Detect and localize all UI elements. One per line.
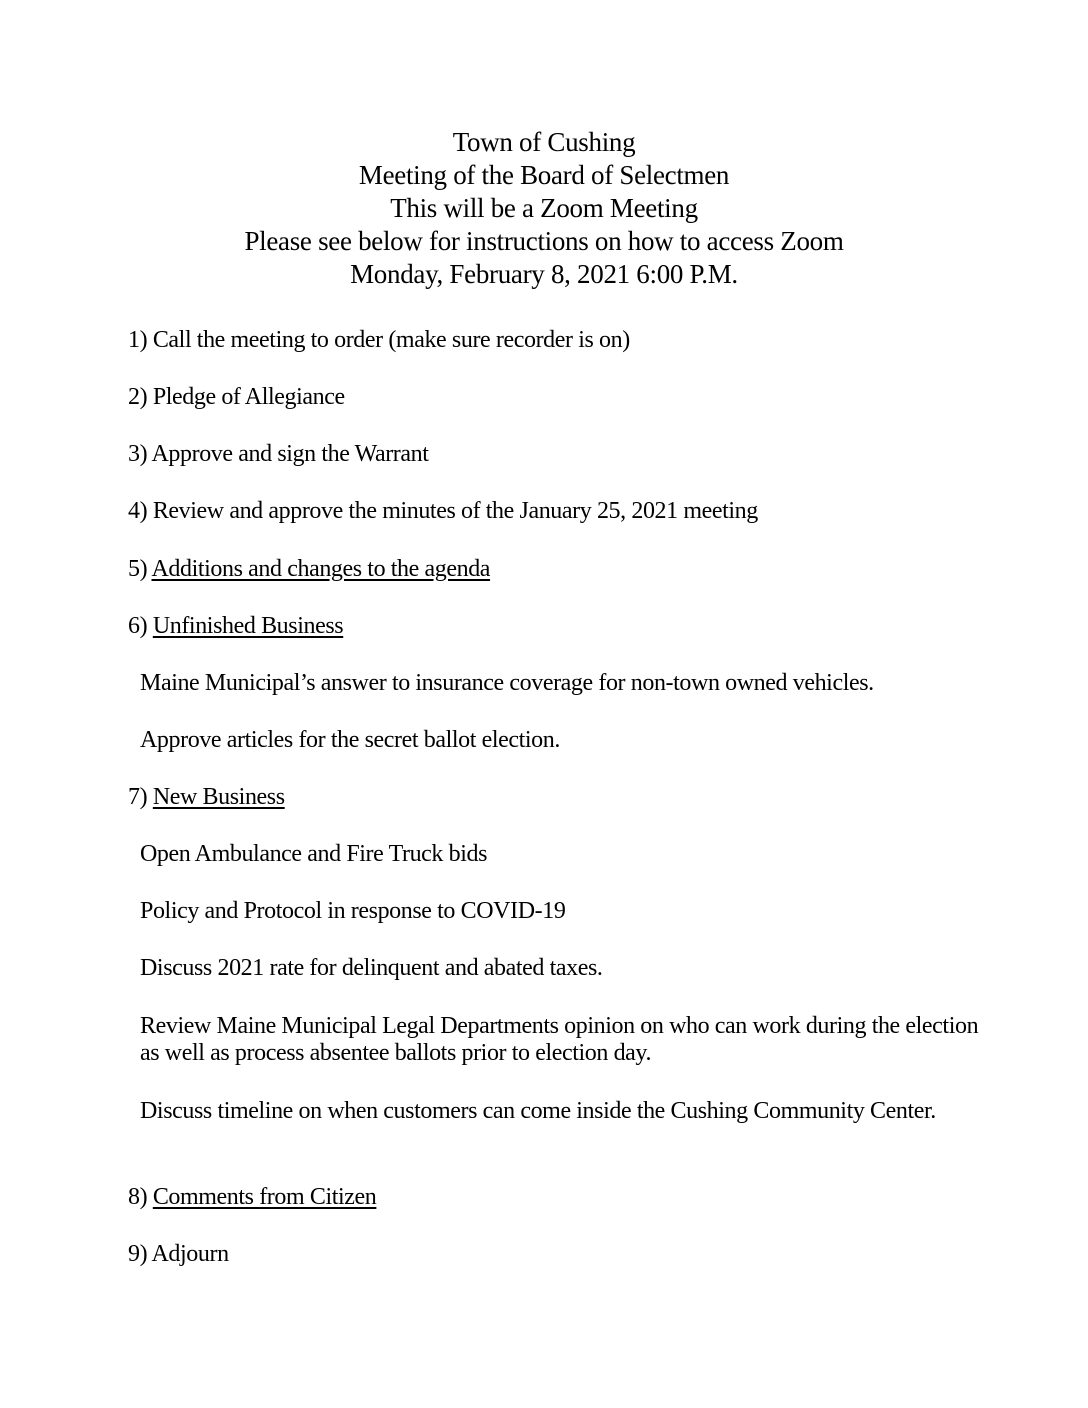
- item-heading: New Business: [152, 784, 285, 810]
- item-number: 6): [128, 613, 148, 639]
- item-text: Call the meeting to order (make sure recorder is on): [152, 327, 630, 353]
- meeting-title: Meeting of the Board of Selectmen: [358, 160, 730, 190]
- sub-item-legal-opinion: Review Maine Municipal Legal Departments opinion on who can work during the election as well as process absentee ballots prior to election day.: [140, 1013, 979, 1066]
- item-number: 8): [128, 1184, 148, 1210]
- town-name: Town of Cushing: [452, 127, 636, 157]
- item-number: 3): [128, 441, 148, 467]
- agenda-item-4: [128, 498, 758, 525]
- sub-item-community-center: Discuss timeline on when customers can come inside the Cushing Community Center.: [140, 1098, 936, 1124]
- agenda-item-3: [128, 441, 429, 468]
- document-header: [0, 126, 1088, 291]
- item-number: 4): [128, 498, 148, 524]
- sub-item-ballot-articles: Approve articles for the secret ballot election.: [140, 727, 560, 753]
- meeting-format: This will be a Zoom Meeting: [390, 193, 698, 223]
- item-number: 9): [128, 1241, 148, 1267]
- item-number: 2): [128, 384, 148, 410]
- item-number: 7): [128, 784, 148, 810]
- item-text: Review and approve the minutes of the January 25, 2021 meeting: [152, 498, 758, 524]
- item-heading: Comments from Citizen: [152, 1184, 377, 1210]
- sub-item-insurance: Maine Municipal’s answer to insurance coverage for non-town owned vehicles.: [140, 670, 874, 696]
- sub-item-covid-policy: Policy and Protocol in response to COVID-19: [140, 898, 566, 924]
- item-heading: Unfinished Business: [152, 613, 344, 639]
- meeting-date: Monday, February 8, 2021 6:00 P.M.: [350, 259, 738, 289]
- agenda-item-8: [128, 1184, 376, 1211]
- item-text: Adjourn: [151, 1241, 229, 1267]
- agenda-item-5: [128, 556, 490, 583]
- item-text: Pledge of Allegiance: [152, 384, 345, 410]
- sub-item-bids: Open Ambulance and Fire Truck bids: [140, 841, 488, 867]
- zoom-instructions-note: Please see below for instructions on how to access Zoom: [244, 226, 844, 256]
- item-number: 5): [128, 556, 148, 582]
- agenda-item-9: [128, 1241, 229, 1268]
- agenda-item-7: [128, 784, 285, 811]
- agenda-item-6: [128, 613, 343, 640]
- sub-item-tax-rate: Discuss 2021 rate for delinquent and abated taxes.: [140, 955, 603, 981]
- agenda-item-2: [128, 384, 345, 411]
- item-text: Approve and sign the Warrant: [151, 441, 429, 467]
- item-heading: Additions and changes to the agenda: [151, 556, 491, 582]
- item-number: 1): [128, 327, 148, 353]
- agenda-item-1: [128, 327, 630, 354]
